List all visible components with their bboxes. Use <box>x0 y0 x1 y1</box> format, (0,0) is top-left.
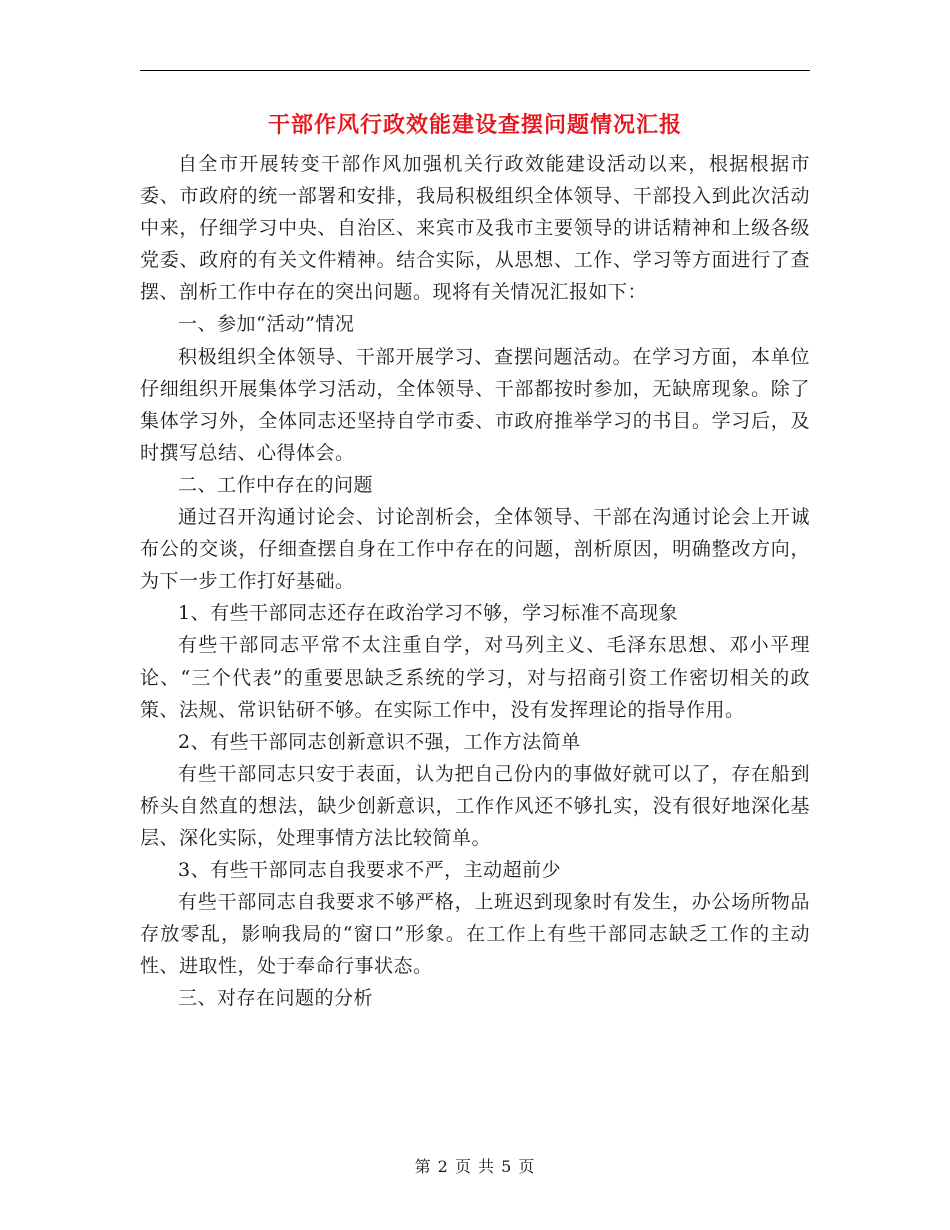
paragraph-problem-3: 有些干部同志自我要求不够严格，上班迟到现象时有发生，办公场所物品存放零乱，影响我局的“窗口”形象。在工作上有些干部同志缺乏工作的主动性、进取性，处于奉命行事状态。 <box>140 891 810 978</box>
subheading-problem-1: 1、有些干部同志还存在政治学习不够，学习标准不高现象 <box>178 602 679 625</box>
header-rule <box>140 70 810 71</box>
section-heading-3: 三、对存在问题的分析 <box>178 987 374 1010</box>
paragraph-problem-2: 有些干部同志只安于表面，认为把自己份内的事做好就可以了，存在船到桥头自然直的想法，缺少创新意识，工作作风还不够扎实，没有很好地深化基层、深化实际，处理事情方法比较简单。 <box>140 762 810 849</box>
subheading-problem-2: 2、有些干部同志创新意识不强，工作方法简单 <box>178 730 581 753</box>
page-number: 第 2 页 共 5 页 <box>414 1157 536 1176</box>
document-title: 干部作风行政效能建设查摆问题情况汇报 <box>267 112 682 138</box>
paragraph-section-2: 通过召开沟通讨论会、讨论剖析会，全体领导、干部在沟通讨论会上开诚布公的交谈，仔细查摆自身在工作中存在的问题，剖析原因，明确整改方向，为下一步工作打好基础。 <box>140 506 810 593</box>
section-heading-1: 一、参加“活动”情况 <box>178 313 355 336</box>
paragraph-section-1: 积极组织全体领导、干部开展学习、查摆问题活动。在学习方面，本单位仔细组织开展集体学习活动，全体领导、干部都按时参加，无缺席现象。除了集体学习外，全体同志还坚持自学市委、市政府推举学习的书目。学习后，及时撰写总结、心得体会。 <box>140 345 810 464</box>
paragraph-intro: 自全市开展转变干部作风加强机关行政效能建设活动以来，根据根据市委、市政府的统一部署和安排，我局积极组织全体领导、干部投入到此次活动中来，仔细学习中央、自治区、来宾市及我市主要领导的讲话精神和上级各级党委、政府的有关文件精神。结合实际，从思想、工作、学习等方面进行了查摆、剖析工作中存在的突出问题。现将有关情况汇报如下： <box>140 153 810 304</box>
section-heading-2: 二、工作中存在的问题 <box>178 473 374 496</box>
document-body <box>140 148 810 1015</box>
subheading-problem-3: 3、有些干部同志自我要求不严，主动超前少 <box>178 859 562 882</box>
paragraph-problem-1: 有些干部同志平常不太注重自学，对马列主义、毛泽东思想、邓小平理论、“三个代表”的重要思缺乏系统的学习，对与招商引资工作密切相关的政策、法规、常识钻研不够。在实际工作中，没有发挥理论的指导作用。 <box>140 634 810 721</box>
